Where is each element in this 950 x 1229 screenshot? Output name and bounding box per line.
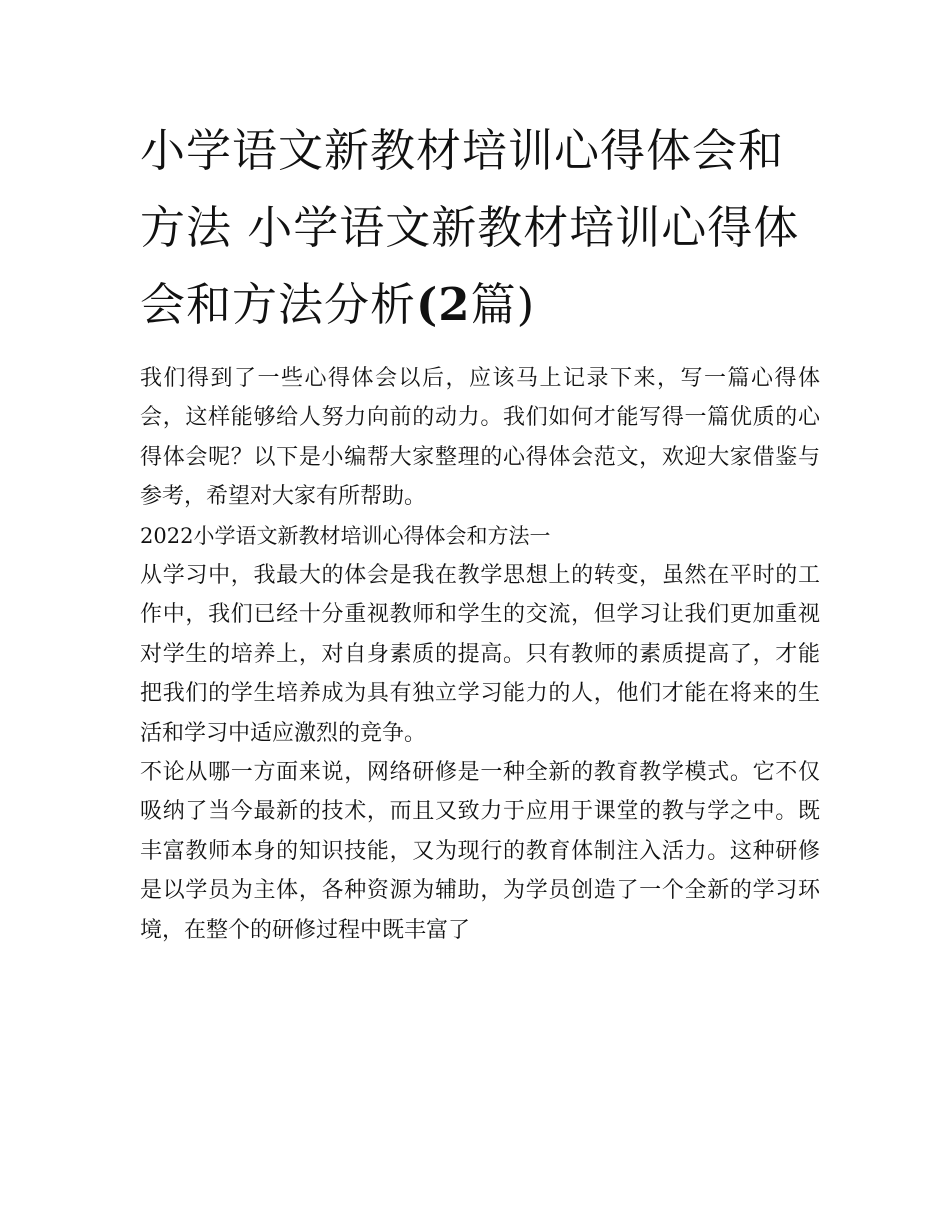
title-text: 小学语文新教材培训心得体会和方法 小学语文新教材培训心得体会和方法分析 bbox=[140, 124, 800, 331]
document-title bbox=[140, 112, 820, 343]
section-heading: 2022小学语文新教材培训心得体会和方法一 bbox=[140, 523, 551, 548]
body-paragraph-1: 从学习中，我最大的体会是我在教学思想上的转变，虽然在平时的工作中，我们已经十分重视教师和学生的交流，但学习让我们更加重视对学生的培养上，对自身素质的提高。只有教师的素质提高了，才能把我们的学生培养成为具有独立学习能力的人，他们才能在将来的生活和学习中适应激烈的竞争。 bbox=[140, 563, 820, 746]
title-count: (2 bbox=[416, 278, 471, 331]
title-suffix: 篇) bbox=[470, 278, 536, 331]
intro-paragraph: 我们得到了一些心得体会以后，应该马上记录下来，写一篇心得体会，这样能够给人努力向前的动力。我们如何才能写得一篇优质的心得体会呢？以下是小编帮大家整理的心得体会范文，欢迎大家借鉴与参考，希望对大家有所帮助。 bbox=[140, 366, 820, 510]
body-paragraph-2: 不论从哪一方面来说，网络研修是一种全新的教育教学模式。它不仅吸纳了当今最新的技术，而且又致力于应用于课堂的教与学之中。既丰富教师本身的知识技能，又为现行的教育体制注入活力。这种研修是以学员为主体，各种资源为辅助，为学员创造了一个全新的学习环境，在整个的研修过程中既丰富了 bbox=[140, 760, 820, 943]
document-page bbox=[140, 112, 820, 950]
